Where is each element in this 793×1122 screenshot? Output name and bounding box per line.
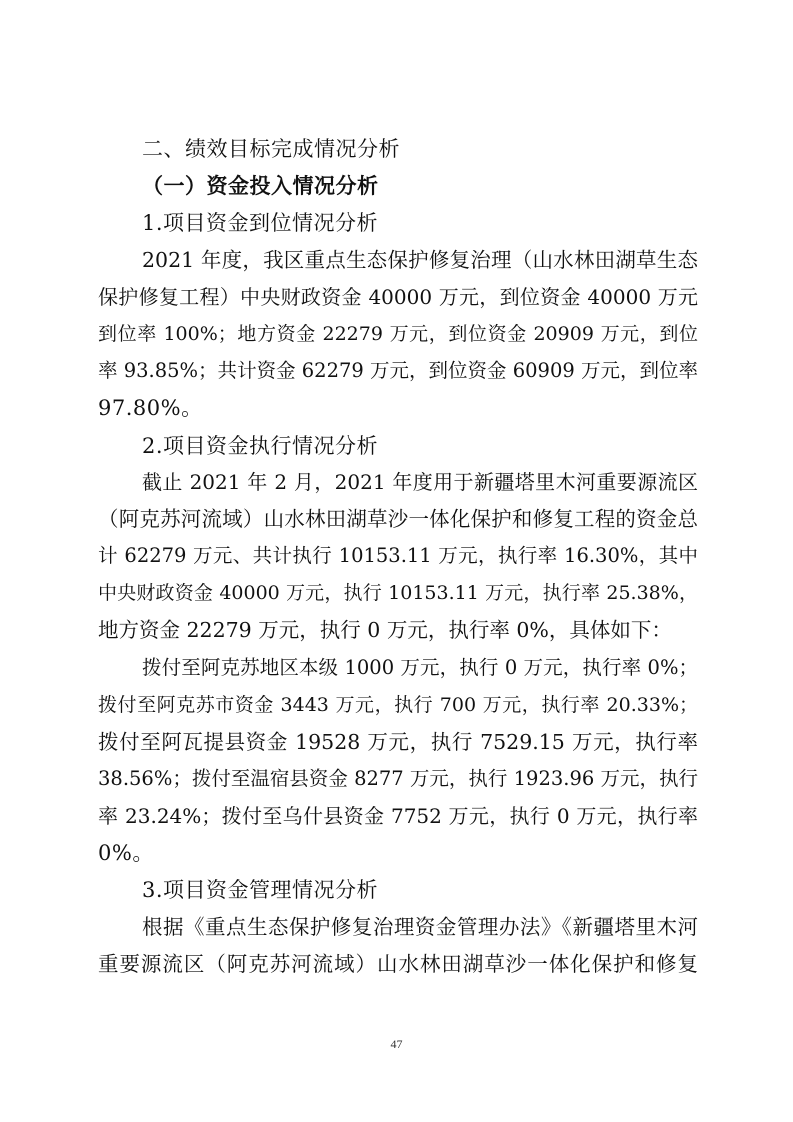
item2-para1-line: 计 62279 万元、共计执行 10153.11 万元，执行率 16.30%，其中	[98, 544, 698, 567]
item3-title: 3.项目资金管理情况分析	[142, 878, 379, 902]
item1-line: 率 93.85%；共计资金 62279 万元，到位资金 60909 万元，到位率	[98, 359, 698, 382]
item2-title: 2.项目资金执行情况分析	[142, 434, 379, 458]
item3-line: 根据《重点生态保护修复治理资金管理办法》《新疆塔里木河	[142, 915, 698, 939]
item1-line: 2021 年度，我区重点生态保护修复治理（山水林田湖草生态	[142, 248, 698, 272]
item1-title: 1.项目资金到位情况分析	[142, 211, 379, 235]
item1-line: 保护修复工程）中央财政资金 40000 万元，到位资金 40000 万元	[98, 285, 698, 309]
item1-line: 到位率 100%；地方资金 22279 万元，到位资金 20909 万元，到位	[98, 323, 698, 345]
item2-para2-line: 拨付至阿克苏地区本级 1000 万元，执行 0 万元，执行率 0%；	[142, 656, 698, 679]
item2-para1-line: 地方资金 22279 万元，执行 0 万元，执行率 0%，具体如下：	[98, 618, 672, 642]
item1-line: 97.80%。	[98, 396, 203, 420]
item2-para2-line: 率 23.24%；拨付至乌什县资金 7752 万元，执行 0 万元，执行率	[98, 804, 698, 828]
section-heading: 二、绩效目标完成情况分析	[142, 137, 400, 161]
item2-para1-line: 截止 2021 年 2 月，2021 年度用于新疆塔里木河重要源流区	[142, 470, 698, 494]
item2-para2-line: 拨付至阿克苏市资金 3443 万元，执行 700 万元，执行率 20.33%；	[98, 694, 698, 716]
item2-para2-line: 0%。	[98, 841, 154, 865]
item2-para2-line: 38.56%；拨付至温宿县资金 8277 万元，执行 1923.96 万元，执行	[98, 767, 698, 790]
page-number: 47	[390, 1037, 403, 1051]
item2-para2-line: 拨付至阿瓦提县资金 19528 万元，执行 7529.15 万元，执行率	[98, 730, 698, 754]
item2-para1-line: （阿克苏河流域）山水林田湖草沙一体化保护和修复工程的资金总	[98, 507, 698, 531]
item2-para1-line: 中央财政资金 40000 万元，执行 10153.11 万元，执行率 25.38%，	[98, 582, 698, 604]
subsection-heading: （一）资金投入情况分析	[142, 174, 379, 198]
item3-line: 重要源流区（阿克苏河流域）山水林田湖草沙一体化保护和修复	[98, 952, 698, 976]
